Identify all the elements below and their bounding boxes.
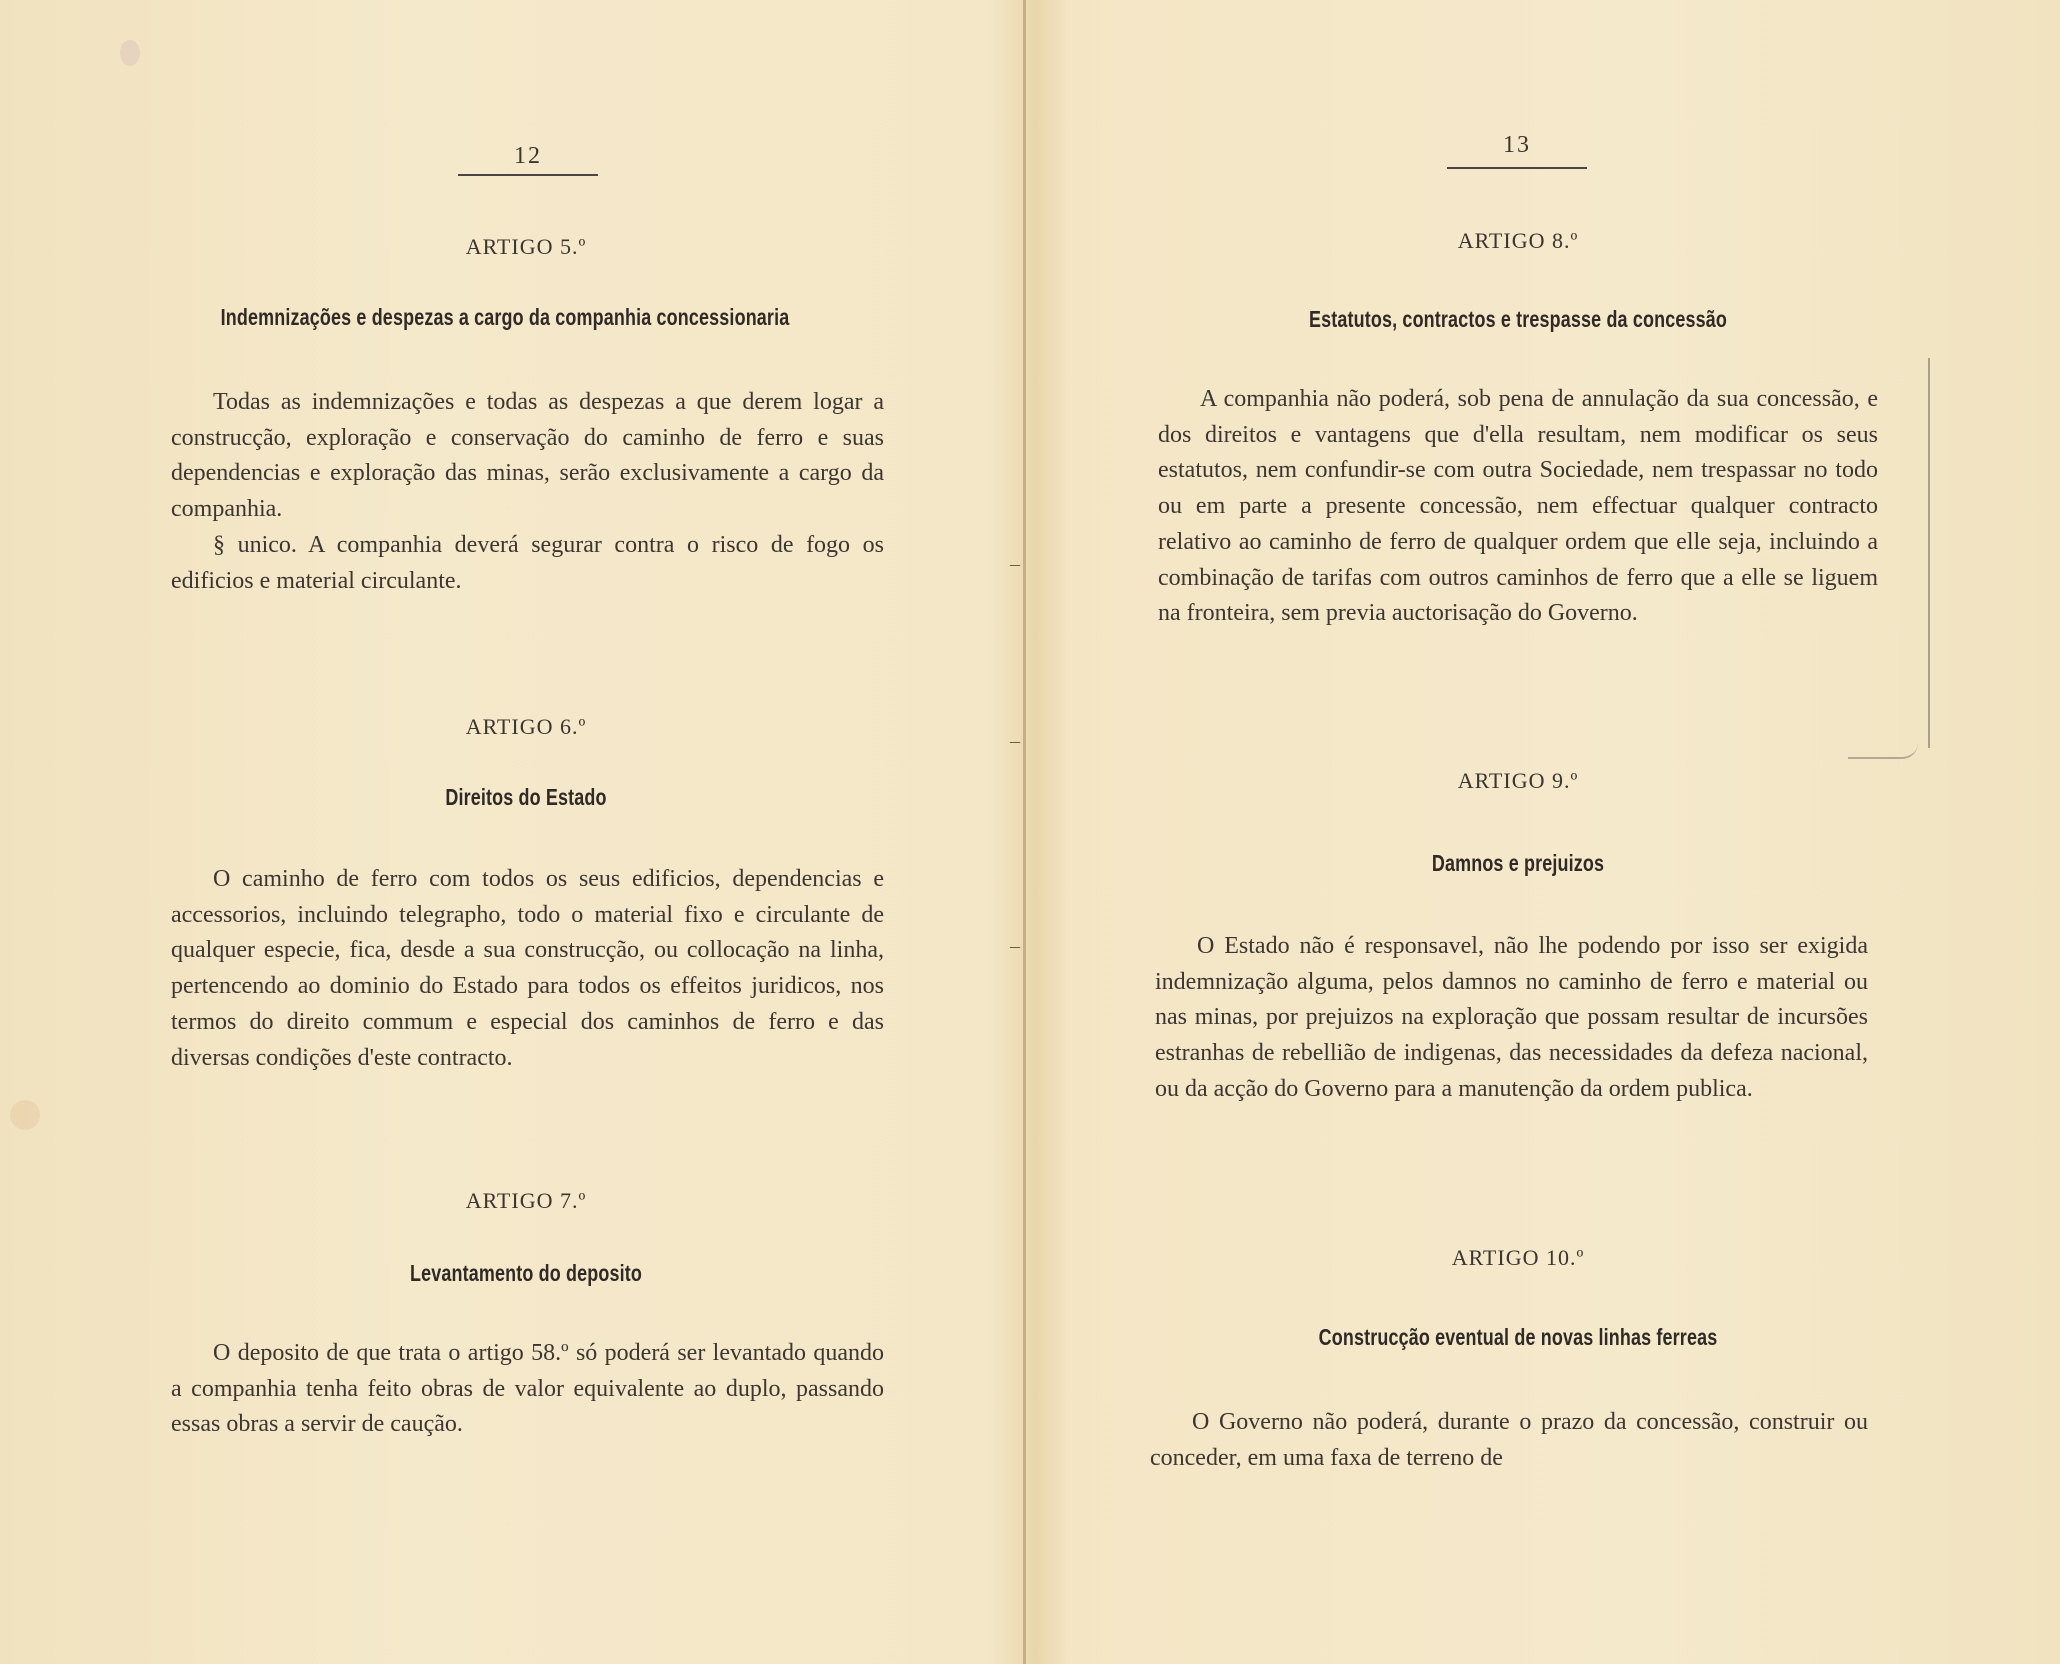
- page-number: 12: [514, 143, 542, 169]
- section-title: Construcção eventual de novas linhas ferreas: [1318, 1324, 1718, 1350]
- paragraph: O deposito de que trata o artigo 58.º só poderá ser levantado quando a companhia tenha feito obras de valor equivalente ao duplo, passando essas obras a servir de caução.: [171, 1340, 884, 1438]
- section-body: [1158, 382, 1878, 632]
- artigo-heading: ARTIGO 7.º: [465, 1188, 587, 1213]
- gutter-mark: –: [1010, 935, 1020, 957]
- artigo-heading: ARTIGO 8.º: [1457, 228, 1579, 253]
- paragraph: O Governo não poderá, durante o prazo da concessão, construir ou conceder, em uma faxa de terreno de: [1150, 1409, 1868, 1471]
- paragraph: O Estado não é responsavel, não lhe podendo por isso ser exigida indemnização alguma, pelos damnos no caminho de ferro e material ou nas minas, por prejuizos na exploração que possam resultar de incursões estranhas de rebellião de indigenas, das necessidades da defeza nacional, ou da acção do Governo para a manutenção da ordem publica.: [1155, 933, 1868, 1102]
- section-body: [1155, 929, 1868, 1108]
- section-body: [171, 862, 884, 1076]
- header-rule: [1447, 167, 1587, 169]
- gutter-mark: –: [1010, 730, 1020, 752]
- section-title: Indemnizações e despezas a cargo da companhia concessionaria: [220, 304, 790, 330]
- section-title: Estatutos, contractos e trespasse da concessão: [1309, 306, 1727, 332]
- right-page: [1030, 0, 2060, 1664]
- artigo-heading: ARTIGO 9.º: [1457, 768, 1579, 793]
- artigo-heading: ARTIGO 6.º: [465, 714, 587, 739]
- section-title: Damnos e prejuizos: [1431, 850, 1605, 876]
- artigo-heading: ARTIGO 5.º: [465, 234, 587, 259]
- left-page: [0, 0, 1020, 1664]
- paragraph: A companhia não poderá, sob pena de annulação da sua concessão, e dos direitos e vantagens que d'ella resultam, nem modificar os seus estatutos, nem confundir-se com outra Sociedade, nem trespassar no todo ou em parte a presente concessão, nem effectuar qualquer contracto relativo ao caminho de ferro de qualquer ordem que elle seja, incluindo a combinação de tarifas com outros caminhos de ferro que a elle se liguem na fronteira, sem previa auctorisação do Governo.: [1158, 386, 1878, 627]
- page-number: 13: [1503, 132, 1531, 158]
- paragraph: Todas as indemnizações e todas as despezas a que derem logar a construcção, exploração e conservação do caminho de ferro e suas dependencias e exploração das minas, serão exclusivamente a cargo da companhia.: [171, 389, 884, 523]
- book-gutter: [1023, 0, 1026, 1664]
- section-title: Direitos do Estado: [445, 784, 607, 810]
- artigo-heading: ARTIGO 10.º: [1451, 1245, 1585, 1270]
- margin-bracket-tail: [1848, 743, 1918, 759]
- section-body: [1150, 1405, 1868, 1476]
- paragraph: § unico. A companhia deverá segurar contra o risco de fogo os edificios e material circulante.: [171, 531, 884, 594]
- margin-bracket: [1914, 358, 1930, 748]
- section-body: [171, 1336, 884, 1443]
- section-body: [171, 385, 884, 599]
- gutter-mark: –: [1010, 553, 1020, 575]
- header-rule: [458, 174, 598, 176]
- paragraph: O caminho de ferro com todos os seus edificios, dependencias e accessorios, incluindo telegrapho, todo o material fixo e circulante de qualquer especie, fica, desde a sua construcção, ou collocação na linha, pertencendo ao dominio do Estado para todos os effeitos juridicos, nos termos do direito commum e especial dos caminhos de ferro e das diversas condições d'este contracto.: [171, 866, 884, 1071]
- section-title: Levantamento do deposito: [409, 1260, 643, 1286]
